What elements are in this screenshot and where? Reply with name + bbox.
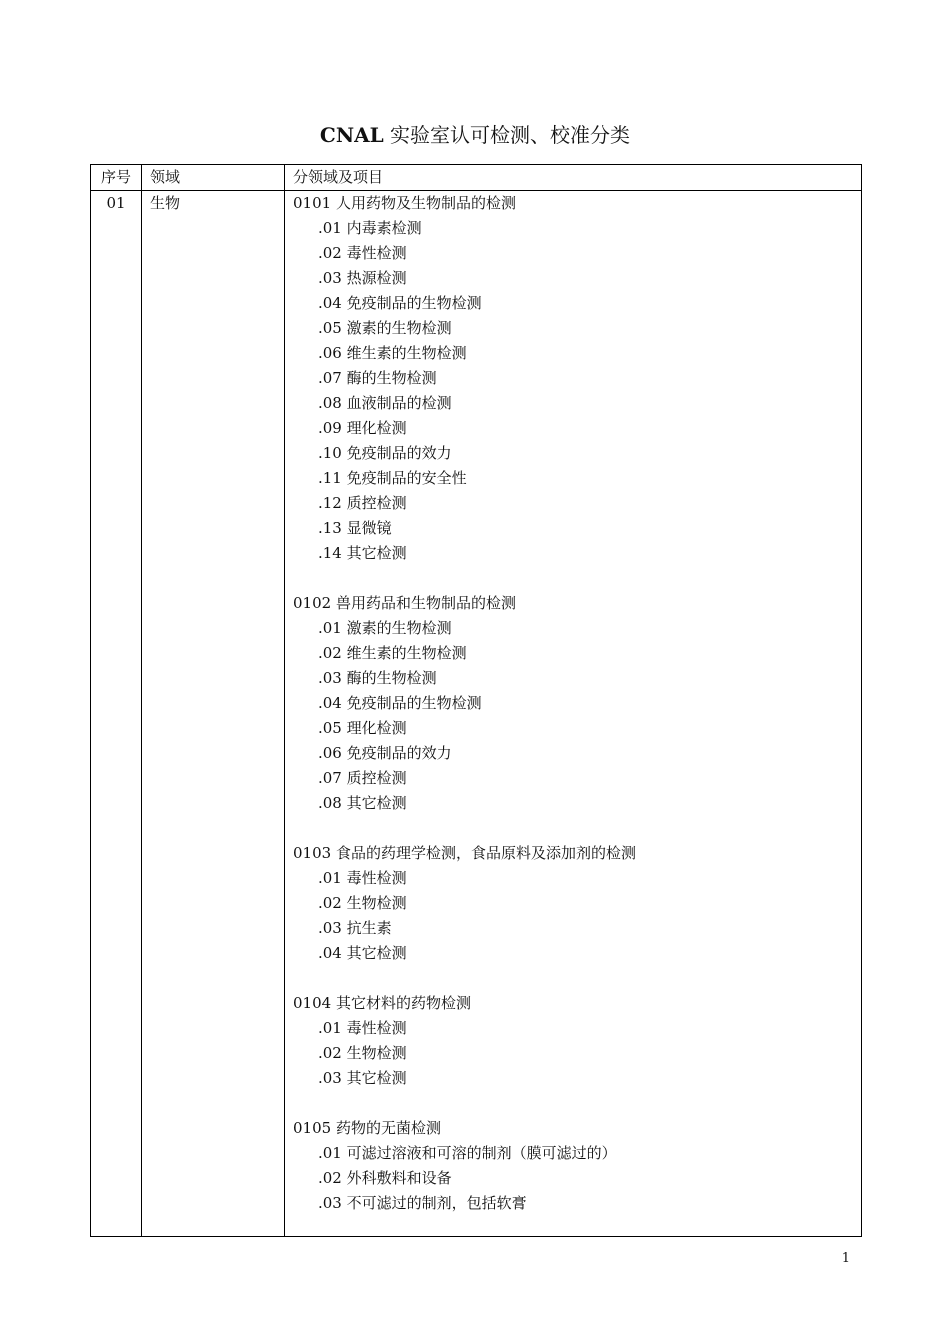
group-heading: 0105 药物的无菌检测 [293,1119,441,1137]
list-item: .03 酶的生物检测 [318,669,437,687]
header-row [91,165,862,191]
list-item: .05 理化检测 [318,719,407,737]
classification-table [90,164,862,1237]
page-title [0,120,950,150]
page-number: 1 [841,1251,850,1266]
list-item: .01 毒性检测 [318,869,407,887]
list-item: .08 血液制品的检测 [318,394,452,412]
list-item: .01 内毒素检测 [318,219,422,237]
group-heading: 0103 食品的药理学检测，食品原料及添加剂的检测 [293,844,636,862]
list-item: .05 激素的生物检测 [318,319,452,337]
row-field: 生物 [142,191,285,1237]
group-spacer [293,566,861,591]
group-heading: 0101 人用药物及生物制品的检测 [293,194,516,212]
list-item: .12 质控检测 [318,494,407,512]
table-row [91,191,862,1237]
title-abbr: CNAL [319,123,384,147]
list-item: .01 激素的生物检测 [318,619,452,637]
list-item: .04 其它检测 [318,944,407,962]
subfield-cell [285,191,862,1237]
list-item: .06 免疫制品的效力 [318,744,452,762]
list-item: .14 其它检测 [318,544,407,562]
list-item: .08 其它检测 [318,794,407,812]
list-item: .06 维生素的生物检测 [318,344,467,362]
list-item: .02 生物检测 [318,1044,407,1062]
header-field: 领域 [142,165,285,191]
group-heading: 0102 兽用药品和生物制品的检测 [293,594,516,612]
group-spacer [293,816,861,841]
header-subfield: 分领域及项目 [285,165,862,191]
list-item: .03 抗生素 [318,919,392,937]
list-item: .07 质控检测 [318,769,407,787]
list-item: .11 免疫制品的安全性 [318,469,467,487]
header-number: 序号 [91,165,142,191]
list-item: .04 免疫制品的生物检测 [318,694,482,712]
list-item: .01 毒性检测 [318,1019,407,1037]
list-item: .03 热源检测 [318,269,407,287]
list-item: .02 维生素的生物检测 [318,644,467,662]
list-item: .04 免疫制品的生物检测 [318,294,482,312]
list-item: .07 酶的生物检测 [318,369,437,387]
list-item: .03 其它检测 [318,1069,407,1087]
title-text: 实验室认可检测、校准分类 [383,123,631,147]
list-item: .03 不可滤过的制剂，包括软膏 [318,1194,527,1212]
subfield-list [293,191,861,1216]
list-item: .02 外科敷料和设备 [318,1169,452,1187]
group-spacer [293,1091,861,1116]
list-item: .02 毒性检测 [318,244,407,262]
list-item: .02 生物检测 [318,894,407,912]
list-item: .01 可滤过溶液和可溶的制剂（膜可滤过的） [318,1144,617,1162]
list-item: .10 免疫制品的效力 [318,444,452,462]
row-number: 01 [91,191,142,1237]
list-item: .13 显微镜 [318,519,392,537]
list-item: .09 理化检测 [318,419,407,437]
group-spacer [293,966,861,991]
group-heading: 0104 其它材料的药物检测 [293,994,471,1012]
